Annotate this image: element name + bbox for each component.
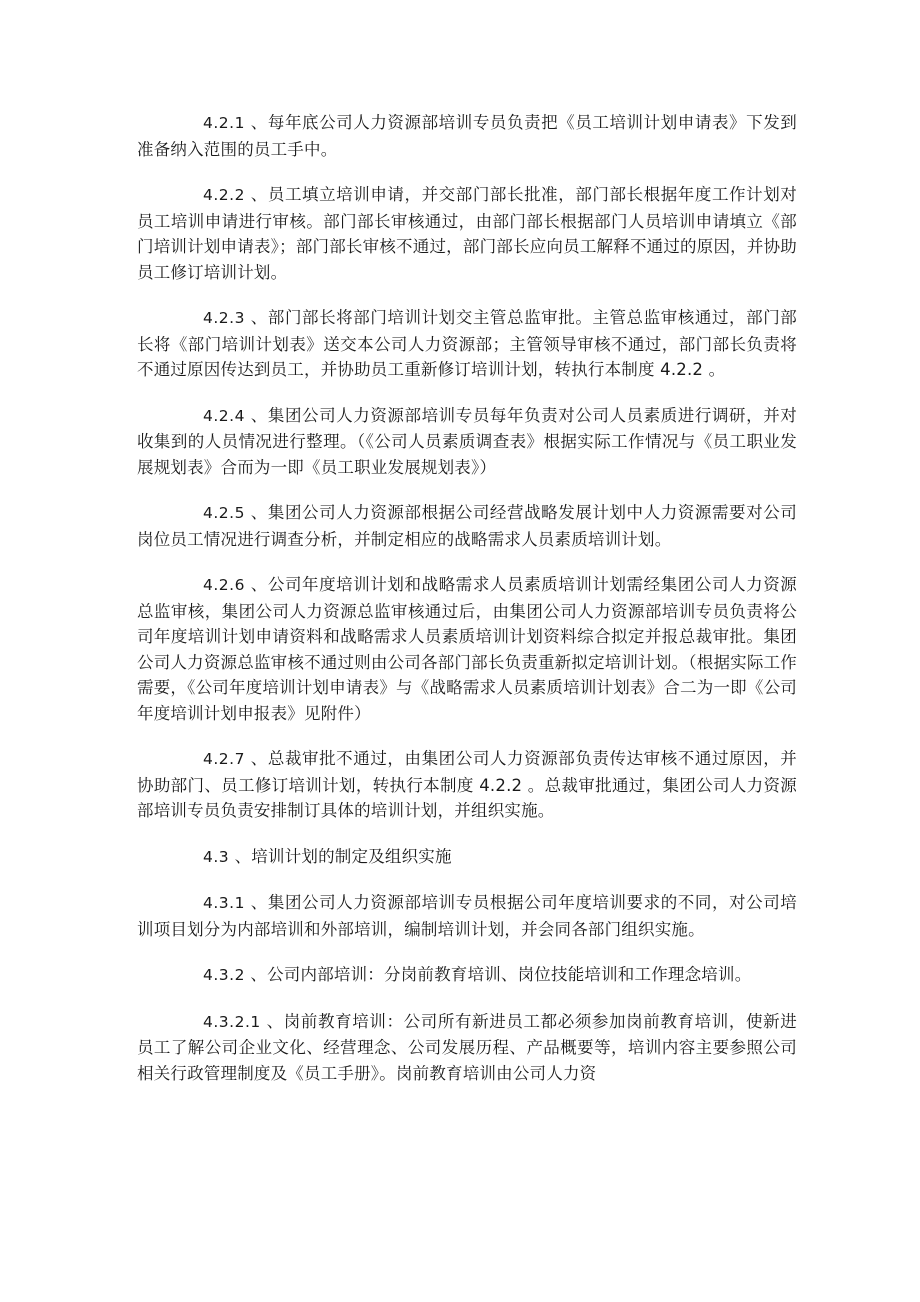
paragraph-4-2-2 (137, 182, 797, 285)
section-heading-4-3 (137, 844, 797, 871)
clause-number: 4.3.1 (203, 894, 245, 912)
paragraph-text: 、集团公司人力资源部根据公司经营战略发展计划中人力资源需要对公司岗位员工情况进行调查分析，并制定相应的战略需求人员素质培训计划。 (137, 503, 797, 549)
paragraph-text: 、员工填立培训申请，并交部门部长批准，部门部长根据年度工作计划对员工培训申请进行审核。部门部长审核通过，由部门部长根据部门人员培训申请填立《部门培训计划申请表》；部门部长审核不通过，部门部长应向员工解释不通过的原因，并协助员工修订培训计划。 (137, 185, 797, 282)
clause-number: 4.2.5 (203, 504, 245, 522)
clause-number: 4.3.2 (203, 966, 245, 984)
clause-number: 4.3.2.1 (203, 1012, 261, 1031)
paragraph-text: 、公司年度培训计划和战略需求人员素质培训计划需经集团公司人力资源总监审核，集团公司人力资源总监审核通过后，由集团公司人力资源部培训专员负责将公司年度培训计划申请资料和战略需求人员素质培训计划资料综合拟定并报总裁审批。集团公司人力资源总监审核不通过则由公司各部门部长负责重新拟定培训计划。（根据实际工作需要，《公司年度培训计划申请表》与《战略需求人员素质培训计划表》合二为一即《公司年度培训计划申报表》见附件） (137, 575, 797, 723)
paragraph-4-2-7 (137, 746, 797, 824)
paragraph-4-2-6 (137, 572, 797, 726)
paragraph-text: 、集团公司人力资源部培训专员每年负责对公司人员素质进行调研，并对收集到的人员情况进行整理。（《公司人员素质调查表》根据实际工作情况与《员工职业发展规划表》合而为一即《员工职业发展规划表》） (137, 405, 797, 477)
section-title: 、培训计划的制定及组织实施 (229, 846, 452, 866)
clause-number: 4.2.1 (203, 114, 245, 132)
paragraph-4-2-4 (137, 403, 797, 481)
document-body (137, 110, 797, 1106)
paragraph-4-3-2-1 (137, 1009, 797, 1087)
paragraph-text: 、部门部长将部门培训计划交主管总监审批。主管总监审核通过，部门部长将《部门培训计划表》送交本公司人力资源部；主管领导审核不通过，部门部长负责将不通过原因传达到员工，并协助员工重新修订培训计划，转执行本制度 4.2.2 。 (137, 308, 797, 379)
paragraph-4-3-1 (137, 890, 797, 942)
paragraph-text: 、岗前教育培训：公司所有新进员工都必须参加岗前教育培训，使新进员工了解公司企业文化、经营理念、公司发展历程、产品概要等，培训内容主要参照公司相关行政管理制度及《员工手册》。岗前教育培训由公司人力资 (137, 1011, 797, 1083)
clause-number: 4.2.2 (203, 186, 245, 204)
paragraph-text: 、总裁审批不通过，由集团公司人力资源部负责传达审核不通过原因，并协助部门、员工修订培训计划，转执行本制度 4.2.2 。总裁审批通过，集团公司人力资源部培训专员负责安排制订具体的培训计划，并组织实施。 (137, 749, 797, 820)
paragraph-4-2-1 (137, 110, 797, 162)
paragraph-text: 、集团公司人力资源部培训专员根据公司年度培训要求的不同，对公司培训项目划分为内部培训和外部培训，编制培训计划，并会同各部门组织实施。 (137, 893, 797, 939)
paragraph-4-2-5 (137, 500, 797, 552)
clause-number: 4.2.3 (203, 309, 245, 327)
paragraph-text: 、每年底公司人力资源部培训专员负责把《员工培训计划申请表》下发到准备纳入范围的员工手中。 (137, 113, 797, 159)
paragraph-4-3-2 (137, 962, 797, 989)
clause-number: 4.3 (203, 847, 230, 866)
paragraph-4-2-3 (137, 305, 797, 383)
paragraph-text: 、公司内部培训：分岗前教育培训、岗位技能培训和工作理念培训。 (244, 965, 752, 984)
clause-number: 4.2.4 (203, 406, 245, 425)
clause-number: 4.2.7 (203, 750, 245, 768)
clause-number: 4.2.6 (203, 576, 245, 594)
